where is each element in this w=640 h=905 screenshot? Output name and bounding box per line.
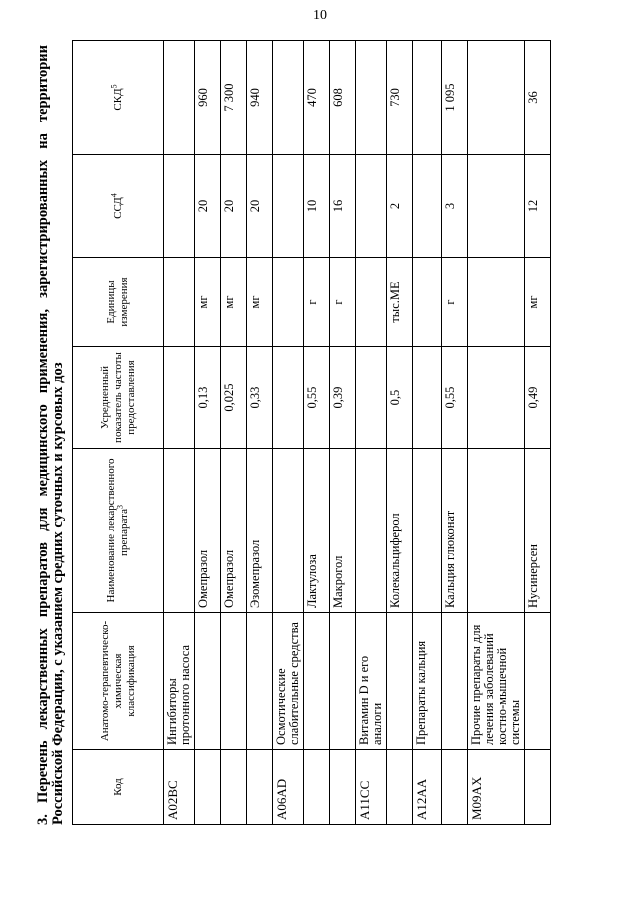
- cell-code: [442, 750, 468, 825]
- cell-unit: г: [442, 258, 468, 347]
- cell-ssd: [356, 155, 387, 258]
- cell-code: [221, 750, 247, 825]
- table-row: [468, 41, 525, 825]
- cell-code: [330, 750, 356, 825]
- cell-name: Эзомепразол: [247, 449, 273, 613]
- cell-skd: [164, 41, 195, 155]
- page-number: 10: [313, 8, 327, 23]
- cell-unit: [413, 258, 442, 347]
- cell-skd: [273, 41, 304, 155]
- cell-atc: [387, 613, 413, 750]
- cell-ssd: 12: [525, 155, 551, 258]
- cell-code: [387, 750, 413, 825]
- cell-name: Лактулоза: [304, 449, 330, 613]
- cell-frequency: 0,49: [525, 347, 551, 449]
- cell-atc: [442, 613, 468, 750]
- cell-ssd: 16: [330, 155, 356, 258]
- cell-atc: [525, 613, 551, 750]
- cell-ssd: 20: [195, 155, 221, 258]
- table-row: [164, 41, 195, 825]
- cell-ssd: [468, 155, 525, 258]
- cell-code: [304, 750, 330, 825]
- header-frequency: Усредненный показатель частоты предоставления: [73, 347, 164, 449]
- table-row: [273, 41, 304, 825]
- cell-unit: тыс.МЕ: [387, 258, 413, 347]
- cell-atc: Осмотические слабительные средства: [273, 613, 304, 750]
- cell-unit: [356, 258, 387, 347]
- table-header-row: [73, 41, 164, 825]
- cell-ssd: 3: [442, 155, 468, 258]
- cell-unit: [468, 258, 525, 347]
- cell-frequency: [413, 347, 442, 449]
- cell-code: M09AX: [468, 750, 525, 825]
- cell-skd: 470: [304, 41, 330, 155]
- cell-ssd: 20: [221, 155, 247, 258]
- table-row: [356, 41, 387, 825]
- cell-name: Омепразол: [221, 449, 247, 613]
- header-skd: СКД$^5$: [73, 41, 164, 155]
- table-row: [413, 41, 442, 825]
- cell-unit: мг: [525, 258, 551, 347]
- cell-frequency: 0,39: [330, 347, 356, 449]
- cell-frequency: 0,33: [247, 347, 273, 449]
- cell-atc: Препараты кальция: [413, 613, 442, 750]
- cell-frequency: 0,025: [221, 347, 247, 449]
- cell-frequency: [468, 347, 525, 449]
- cell-unit: г: [330, 258, 356, 347]
- cell-name: [273, 449, 304, 613]
- cell-skd: 1 095: [442, 41, 468, 155]
- header-name: Наименование лекарственного препарата$^3$: [73, 449, 164, 613]
- cell-skd: 730: [387, 41, 413, 155]
- cell-unit: мг: [221, 258, 247, 347]
- cell-code: A06AD: [273, 750, 304, 825]
- table-row: [387, 41, 413, 825]
- table-row: [330, 41, 356, 825]
- table-body: [164, 41, 551, 825]
- cell-atc: [247, 613, 273, 750]
- cell-name: Нусинерсен: [525, 449, 551, 613]
- cell-skd: 7 300: [221, 41, 247, 155]
- cell-atc: Прочие препараты для лечения заболеваний костно-мышечной системы: [468, 613, 525, 750]
- cell-code: [525, 750, 551, 825]
- cell-name: [468, 449, 525, 613]
- drug-table: [72, 40, 551, 825]
- cell-atc: Витамин D и его аналоги: [356, 613, 387, 750]
- cell-unit: мг: [195, 258, 221, 347]
- heading-line-1: 3. Перечень лекарственных препаратов для медицинского применения, зарегистрированных на территории: [35, 45, 51, 825]
- cell-unit: [273, 258, 304, 347]
- cell-atc: [330, 613, 356, 750]
- table-row: [195, 41, 221, 825]
- cell-ssd: [273, 155, 304, 258]
- heading-line-2: Российской Федерации, с указанием средних суточных и курсовых доз: [50, 362, 66, 825]
- table-row: [221, 41, 247, 825]
- cell-unit: мг: [247, 258, 273, 347]
- cell-ssd: [164, 155, 195, 258]
- cell-unit: г: [304, 258, 330, 347]
- cell-skd: 960: [195, 41, 221, 155]
- cell-frequency: [356, 347, 387, 449]
- cell-frequency: 0,5: [387, 347, 413, 449]
- cell-name: [164, 449, 195, 613]
- cell-ssd: 20: [247, 155, 273, 258]
- cell-atc: [195, 613, 221, 750]
- cell-name: [413, 449, 442, 613]
- header-unit: Единицы измерения: [73, 258, 164, 347]
- cell-code: A11CC: [356, 750, 387, 825]
- cell-atc: [221, 613, 247, 750]
- cell-code: [195, 750, 221, 825]
- cell-name: Кальция глюконат: [442, 449, 468, 613]
- cell-name: Омепразол: [195, 449, 221, 613]
- cell-ssd: 10: [304, 155, 330, 258]
- cell-atc: Ингибиторы протонного насоса: [164, 613, 195, 750]
- cell-frequency: 0,13: [195, 347, 221, 449]
- cell-code: A02BC: [164, 750, 195, 825]
- cell-frequency: 0,55: [304, 347, 330, 449]
- cell-name: Колекальциферол: [387, 449, 413, 613]
- table-row: [304, 41, 330, 825]
- table-row: [442, 41, 468, 825]
- cell-skd: 608: [330, 41, 356, 155]
- cell-name: [356, 449, 387, 613]
- header-code: Код: [73, 750, 164, 825]
- cell-skd: [468, 41, 525, 155]
- cell-unit: [164, 258, 195, 347]
- cell-skd: 36: [525, 41, 551, 155]
- cell-skd: [413, 41, 442, 155]
- header-atc: Анатомо-терапевтическо-химическая классификация: [73, 613, 164, 750]
- cell-skd: [356, 41, 387, 155]
- cell-code: A12AA: [413, 750, 442, 825]
- table-row: [525, 41, 551, 825]
- cell-ssd: 2: [387, 155, 413, 258]
- cell-code: [247, 750, 273, 825]
- section-heading: [36, 45, 66, 825]
- cell-atc: [304, 613, 330, 750]
- cell-name: Макрогол: [330, 449, 356, 613]
- header-ssd: ССД$^4$: [73, 155, 164, 258]
- cell-skd: 940: [247, 41, 273, 155]
- table-row: [247, 41, 273, 825]
- cell-frequency: [164, 347, 195, 449]
- cell-frequency: 0,55: [442, 347, 468, 449]
- cell-frequency: [273, 347, 304, 449]
- cell-ssd: [413, 155, 442, 258]
